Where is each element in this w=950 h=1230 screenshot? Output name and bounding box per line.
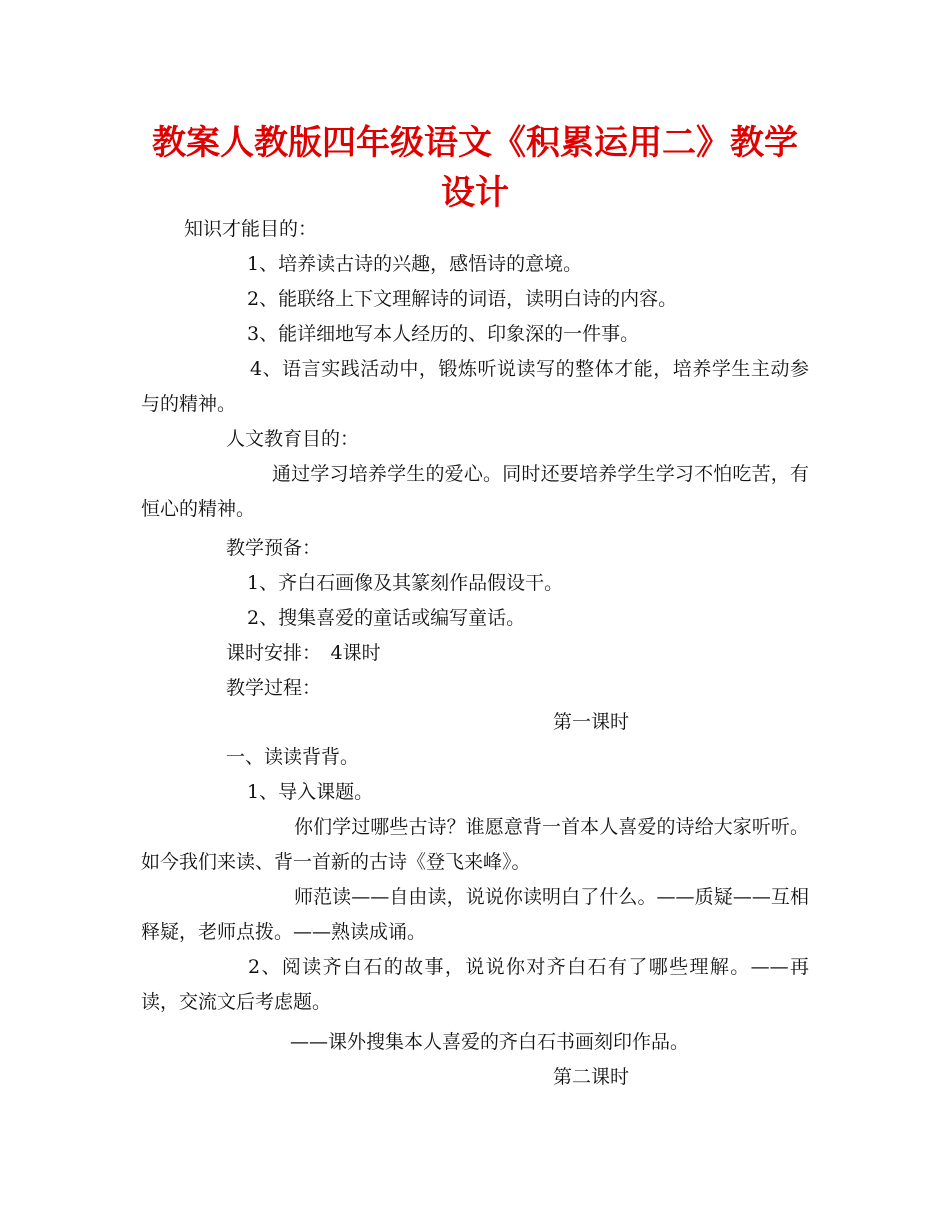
preparation-item-2: 2、搜集喜爱的童话或编写童话。 xyxy=(247,607,526,629)
document-title: 教案人教版四年级语文《积累运用二》教学设计 xyxy=(152,123,798,213)
goal-item-4: 4、语言实践活动中，锻炼听说读写的整体才能，培养学生主动参与的精神。 xyxy=(141,358,809,415)
section-heading-humanities-goals: 人文教育目的： xyxy=(226,428,360,450)
schedule-line: 课时安排： 4课时 xyxy=(226,642,381,664)
step-item-2: 2、阅读齐白石的故事，说说你对齐白石有了哪些理解。——再读，交流文后考虑题。 xyxy=(141,956,809,1013)
section-heading-process: 教学过程： xyxy=(226,677,322,699)
humanities-goal-text: 通过学习培养学生的爱心。同时还要培养学生学习不怕吃苦，有恒心的精神。 xyxy=(141,463,809,520)
step-item-1-text: 你们学过哪些古诗？谁愿意背一首本人喜爱的诗给大家听听。如今我们来读、背一首新的古诗《登飞来峰》。 xyxy=(141,816,809,873)
goal-item-1: 1、培养读古诗的兴趣，感悟诗的意境。 xyxy=(247,253,583,275)
section-heading-preparation: 教学预备： xyxy=(226,537,322,559)
step-item-1: 1、导入课题。 xyxy=(247,781,374,803)
section-heading-knowledge-goals: 知识才能目的： xyxy=(184,218,318,240)
lesson-heading-1: 第一课时 xyxy=(553,711,630,733)
step-heading-1: 一、读读背背。 xyxy=(226,746,360,768)
step-item-1-procedure: 师范读——自由读，说说你读明白了什么。——质疑——互相释疑，老师点拨。——熟读成诵。 xyxy=(141,886,809,943)
lesson-heading-2: 第二课时 xyxy=(553,1066,630,1088)
step-item-2-extension: ——课外搜集本人喜爱的齐白石书画刻印作品。 xyxy=(290,1031,690,1053)
preparation-item-1: 1、齐白石画像及其篆刻作品假设干。 xyxy=(247,572,564,594)
goal-item-2: 2、能联络上下文理解诗的词语，读明白诗的内容。 xyxy=(247,288,678,310)
goal-item-3: 3、能详细地写本人经历的、印象深的一件事。 xyxy=(247,323,640,345)
